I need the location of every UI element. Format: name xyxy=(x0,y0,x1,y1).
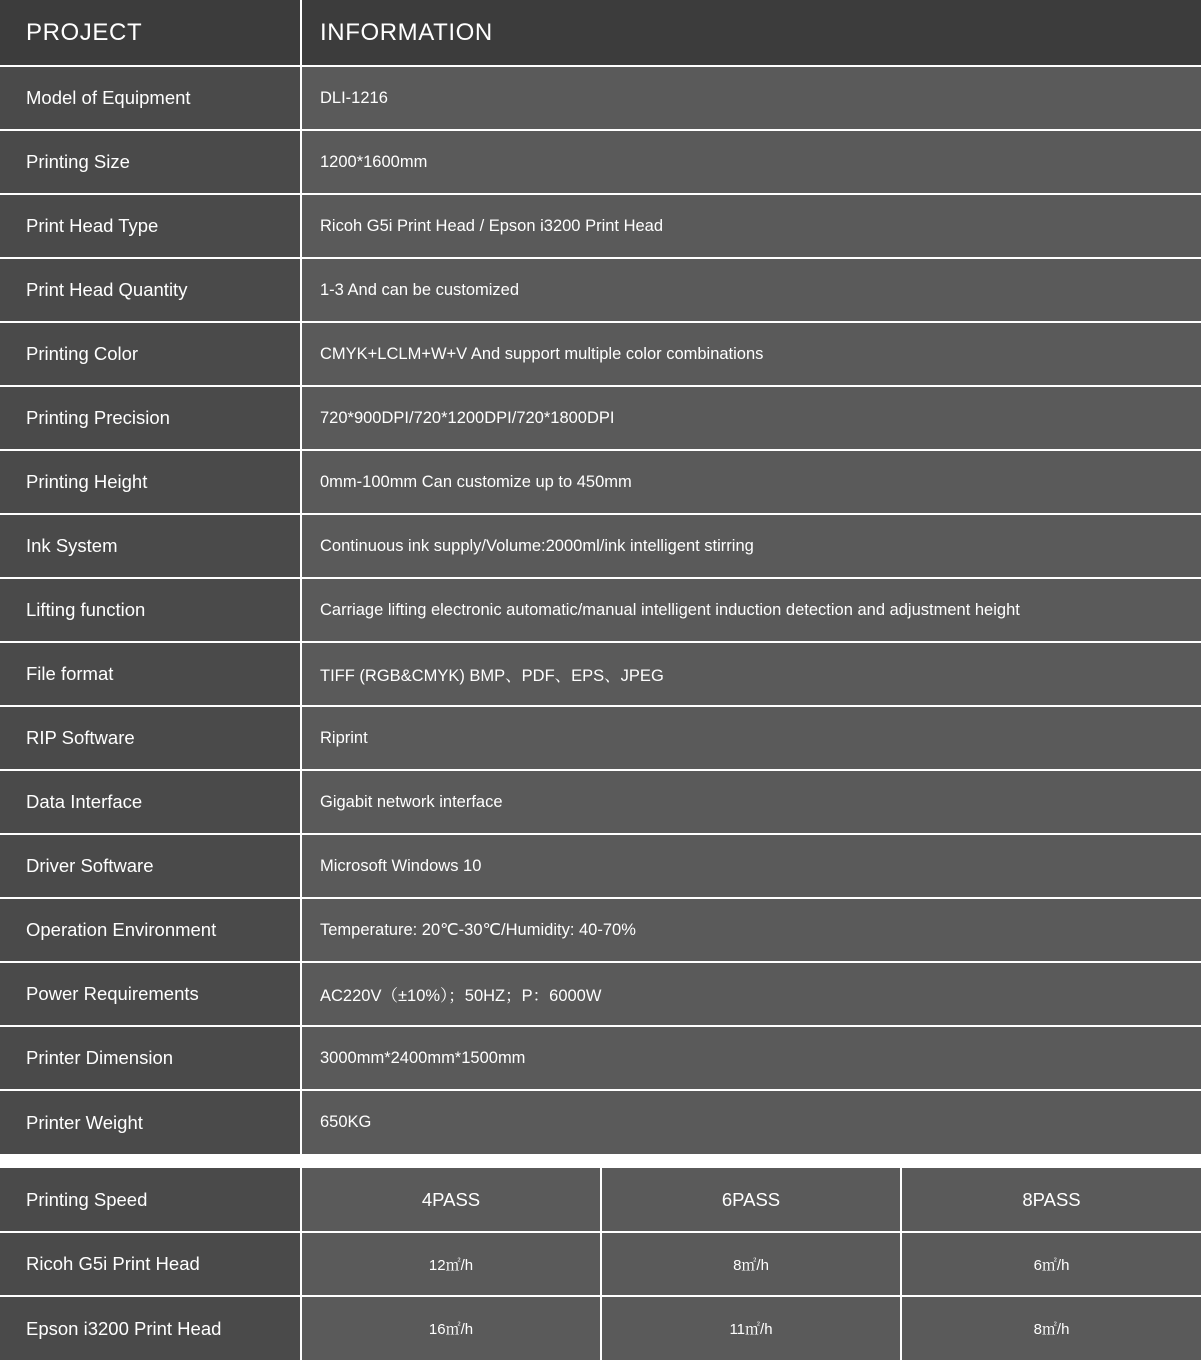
row-value-print-head-quantity: 1-3 And can be customized xyxy=(301,258,1201,322)
table-row xyxy=(0,1026,1201,1090)
row-label-power-requirements: Power Requirements xyxy=(0,962,301,1026)
row-value-printer-dimension: 3000mm*2400mm*1500mm xyxy=(301,1026,1201,1090)
table-row xyxy=(0,194,1201,258)
row-value-driver-software: Microsoft Windows 10 xyxy=(301,834,1201,898)
row-label-data-interface: Data Interface xyxy=(0,770,301,834)
row-value-power-requirements: AC220V（±10%）；50HZ；P：6000W xyxy=(301,962,1201,1026)
row-label-file-format: File format xyxy=(0,642,301,706)
row-value-operation-environment: Temperature: 20℃-30℃/Humidity: 40-70% xyxy=(301,898,1201,962)
row-label-driver-software: Driver Software xyxy=(0,834,301,898)
speed-corner-label: Printing Speed xyxy=(0,1168,301,1232)
table-row xyxy=(0,770,1201,834)
row-label-ink-system: Ink System xyxy=(0,514,301,578)
row-value-ink-system: Continuous ink supply/Volume:2000ml/ink intelligent stirring xyxy=(301,514,1201,578)
table-row xyxy=(0,1232,1201,1296)
speed-header-row xyxy=(0,1168,1201,1232)
table-row xyxy=(0,130,1201,194)
table-row xyxy=(0,258,1201,322)
row-label-operation-environment: Operation Environment xyxy=(0,898,301,962)
table-separator xyxy=(0,1154,1201,1168)
row-label-printing-color: Printing Color xyxy=(0,322,301,386)
speed-row-label-ricoh-g5i: Ricoh G5i Print Head xyxy=(0,1232,301,1296)
table-row xyxy=(0,578,1201,642)
speed-row-label-epson-i3200: Epson i3200 Print Head xyxy=(0,1296,301,1360)
table-row xyxy=(0,706,1201,770)
row-label-model-of-equipment: Model of Equipment xyxy=(0,66,301,130)
table-row xyxy=(0,66,1201,130)
printing-speed-table-body xyxy=(0,1168,1201,1360)
row-value-printing-precision: 720*900DPI/720*1200DPI/720*1800DPI xyxy=(301,386,1201,450)
speed-column-8pass: 8PASS xyxy=(901,1168,1201,1232)
table-row xyxy=(0,514,1201,578)
row-value-printing-height: 0mm-100mm Can customize up to 450mm xyxy=(301,450,1201,514)
table-row xyxy=(0,1296,1201,1360)
table-row xyxy=(0,898,1201,962)
row-label-printing-size: Printing Size xyxy=(0,130,301,194)
speed-epson-4pass: 16㎡/h xyxy=(301,1296,601,1360)
row-label-lifting-function: Lifting function xyxy=(0,578,301,642)
speed-epson-8pass: 8㎡/h xyxy=(901,1296,1201,1360)
speed-column-6pass: 6PASS xyxy=(601,1168,901,1232)
row-value-lifting-function: Carriage lifting electronic automatic/manual intelligent induction detection and adjustment height xyxy=(301,578,1201,642)
speed-column-4pass: 4PASS xyxy=(301,1168,601,1232)
table-row xyxy=(0,1090,1201,1154)
printing-speed-table xyxy=(0,1168,1201,1360)
table-row xyxy=(0,322,1201,386)
table-header-row xyxy=(0,0,1201,66)
row-label-printing-height: Printing Height xyxy=(0,450,301,514)
table-row xyxy=(0,642,1201,706)
speed-ricoh-4pass: 12㎡/h xyxy=(301,1232,601,1296)
row-value-file-format: TIFF (RGB&CMYK) BMP、PDF、EPS、JPEG xyxy=(301,642,1201,706)
row-value-printing-size: 1200*1600mm xyxy=(301,130,1201,194)
speed-ricoh-8pass: 6㎡/h xyxy=(901,1232,1201,1296)
row-label-rip-software: RIP Software xyxy=(0,706,301,770)
row-value-rip-software: Riprint xyxy=(301,706,1201,770)
row-value-print-head-type: Ricoh G5i Print Head / Epson i3200 Print Head xyxy=(301,194,1201,258)
row-label-printer-dimension: Printer Dimension xyxy=(0,1026,301,1090)
row-value-model-of-equipment: DLI-1216 xyxy=(301,66,1201,130)
row-value-printer-weight: 650KG xyxy=(301,1090,1201,1154)
header-information: INFORMATION xyxy=(301,0,1201,66)
table-row xyxy=(0,834,1201,898)
row-label-print-head-quantity: Print Head Quantity xyxy=(0,258,301,322)
speed-ricoh-6pass: 8㎡/h xyxy=(601,1232,901,1296)
header-project: PROJECT xyxy=(0,0,301,66)
table-row xyxy=(0,962,1201,1026)
row-value-data-interface: Gigabit network interface xyxy=(301,770,1201,834)
table-row xyxy=(0,386,1201,450)
speed-epson-6pass: 11㎡/h xyxy=(601,1296,901,1360)
row-value-printing-color: CMYK+LCLM+W+V And support multiple color combinations xyxy=(301,322,1201,386)
row-label-print-head-type: Print Head Type xyxy=(0,194,301,258)
row-label-printer-weight: Printer Weight xyxy=(0,1090,301,1154)
row-label-printing-precision: Printing Precision xyxy=(0,386,301,450)
table-row xyxy=(0,450,1201,514)
